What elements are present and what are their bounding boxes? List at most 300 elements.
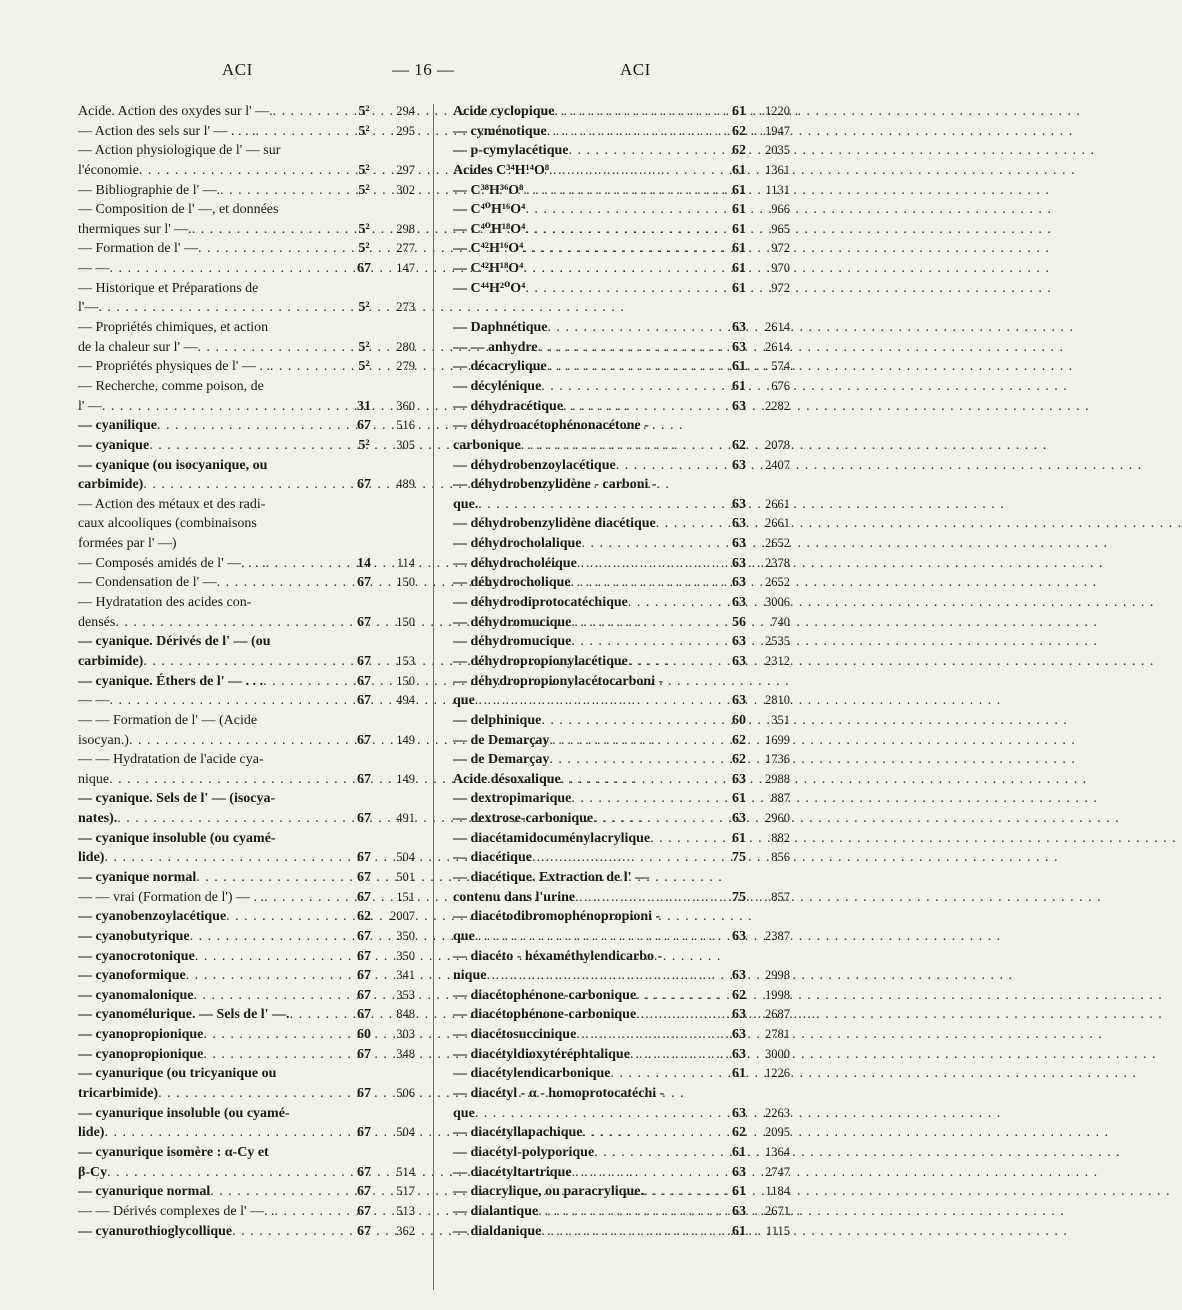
volume-number: 67 — [357, 1203, 371, 1219]
volume-number: 63 — [732, 536, 746, 552]
leader-dots — [104, 848, 347, 868]
page-reference: 151 — [396, 889, 415, 904]
volume-number: 63 — [732, 928, 746, 944]
volume-number: 67 — [357, 987, 371, 1003]
entry-text: densés — [78, 614, 116, 630]
leader-dots — [644, 1182, 722, 1202]
index-entry — [78, 141, 415, 180]
page-reference: 2661 — [765, 496, 790, 511]
volume-number: 67 — [357, 889, 371, 905]
volume-number: 61 — [732, 241, 746, 257]
entry-text: — Action des sels sur l' — . . . . — [78, 123, 256, 139]
volume-number: 67 — [357, 261, 371, 277]
index-entry — [78, 416, 415, 436]
leader-dots — [575, 888, 722, 908]
index-entry — [453, 475, 790, 514]
index-entry — [78, 1104, 415, 1143]
volume-number: 5² — [358, 339, 370, 355]
entry-text: caux alcooliques (combinaisons — [78, 516, 257, 532]
index-entry — [453, 318, 790, 338]
index-entry — [453, 1222, 790, 1242]
volume-number: 63 — [732, 1203, 746, 1219]
entry-text: — diacétique — [453, 850, 532, 866]
volume-number: 63 — [732, 575, 746, 591]
leader-dots — [656, 514, 722, 534]
leader-dots — [636, 1005, 722, 1025]
volume-number: 62 — [732, 1125, 746, 1141]
index-entry — [78, 1064, 415, 1103]
index-entry — [78, 1143, 415, 1182]
leader-dots — [203, 1045, 347, 1065]
page-reference: 298 — [396, 221, 415, 236]
page-reference: 856 — [771, 850, 790, 865]
index-entry — [453, 1084, 790, 1123]
index-entry — [78, 750, 415, 789]
page-reference: 574 — [771, 359, 790, 374]
volume-number: 5² — [358, 241, 370, 257]
entry-text: — déhydracétique — [453, 398, 564, 414]
entry-text: — Bibliographie de l' —. — [78, 182, 221, 198]
entry-text: — déhydrocholalique — [453, 536, 582, 552]
volume-number: 63 — [732, 1105, 746, 1121]
page-reference: 676 — [771, 378, 790, 393]
entry-text: — C⁴⁴H²⁰O⁴ — [453, 280, 526, 296]
page-reference: 882 — [771, 830, 790, 845]
entry-text: — — anhydre — [453, 339, 538, 355]
leader-dots — [549, 750, 722, 770]
leader-dots — [568, 141, 722, 161]
page-reference: 2747 — [765, 1164, 790, 1179]
page-reference: 2652 — [765, 575, 790, 590]
leader-dots — [521, 436, 722, 456]
entry-text: — cyanurique isomère : α-Cy et — [78, 1144, 269, 1160]
index-entry — [453, 672, 790, 711]
volume-number: 61 — [732, 202, 746, 218]
index-entry — [78, 966, 415, 986]
page-reference: 857 — [771, 889, 790, 904]
index-entry — [78, 1045, 415, 1065]
page-reference: 153 — [396, 653, 415, 668]
volume-number: 63 — [732, 693, 746, 709]
volume-number: 5² — [358, 123, 370, 139]
entry-text: — — Dérivés complexes de l' —. . — [78, 1203, 275, 1219]
leader-dots — [104, 1123, 347, 1143]
index-column-right — [453, 102, 790, 1241]
entry-text: — C³⁸H³⁶O⁸ — [453, 182, 524, 198]
volume-number: 62 — [732, 752, 746, 768]
entry-text: formées par l' —) — [78, 536, 177, 552]
entry-spacer — [453, 298, 790, 318]
entry-text: — cyanique — [78, 437, 150, 453]
page-reference: 297 — [396, 162, 415, 177]
index-entry — [78, 436, 415, 456]
page-reference: 2687 — [765, 1007, 790, 1022]
volume-number: 62 — [732, 732, 746, 748]
entry-text: — cyanobutyrique — [78, 928, 190, 944]
page-reference: 1131 — [765, 182, 790, 197]
leader-dots — [98, 298, 347, 318]
entry-text: — Formation de l' — — [78, 241, 198, 257]
entry-text: — cyanopropionique — [78, 1046, 204, 1062]
index-entry — [453, 279, 790, 299]
volume-number: 67 — [357, 693, 371, 709]
index-entry — [78, 888, 415, 908]
volume-number: 75 — [732, 850, 746, 866]
entry-text: — C⁴⁰H¹⁸O⁴ — [453, 221, 526, 237]
leader-dots — [583, 1123, 722, 1143]
leader-dots — [541, 1222, 722, 1242]
volume-number: 61 — [732, 1184, 746, 1200]
page-reference: 1998 — [765, 987, 790, 1002]
leader-dots — [547, 122, 722, 142]
page-reference: 2007 — [390, 909, 415, 924]
entry-text: — dextrose-carbonique — [453, 811, 594, 827]
entry-text: — Propriétés physiques de l' — . . — [78, 359, 270, 375]
volume-number: 63 — [732, 398, 746, 414]
entry-text: — dialantique — [453, 1203, 539, 1219]
page-reference: 150 — [396, 575, 415, 590]
entry-text: — décylénique — [453, 378, 542, 394]
entry-text: nique — [453, 968, 487, 984]
volume-number: 60 — [732, 712, 746, 728]
entry-text: — de Demarçay — [453, 732, 550, 748]
entry-text: — diacétosuccinique — [453, 1027, 577, 1043]
index-entry — [453, 1182, 790, 1202]
volume-number: 5² — [358, 182, 370, 198]
entry-text: que — [453, 928, 475, 944]
page-reference: 280 — [396, 339, 415, 354]
index-entry — [453, 1045, 790, 1065]
index-entry — [78, 593, 415, 632]
entry-text: — diacétophénone-carbonique — [453, 1007, 637, 1023]
leader-dots — [548, 318, 722, 338]
page-reference: 2035 — [765, 143, 790, 158]
entry-text: — Hydratation des acides con- — [78, 595, 252, 611]
leader-dots — [264, 888, 347, 908]
page-reference: 277 — [396, 241, 415, 256]
index-column-left — [78, 102, 415, 1241]
volume-number: 61 — [732, 280, 746, 296]
page-reference: 150 — [396, 673, 415, 688]
volume-number: 63 — [732, 516, 746, 532]
index-entry — [78, 495, 415, 554]
entry-text: — C⁴²H¹⁶O⁴ — [453, 241, 524, 257]
index-entry — [453, 534, 790, 554]
page-reference: 501 — [396, 869, 415, 884]
entry-text: tricarbimide) — [78, 1086, 159, 1102]
page-reference: 514 — [396, 1164, 415, 1179]
leader-dots — [630, 1045, 722, 1065]
entry-text: carbimide) — [78, 477, 144, 493]
leader-dots — [110, 691, 348, 711]
leader-dots — [192, 220, 347, 240]
entry-text: — cyanique. Sels de l' — (isocya- — [78, 791, 276, 807]
entry-text: — de Demarçay — [453, 752, 550, 768]
volume-number: 67 — [357, 771, 371, 787]
entry-text: — — Formation de l' — (Acide — [78, 712, 258, 728]
page-reference: 2652 — [765, 536, 790, 551]
leader-dots — [549, 161, 722, 181]
leader-dots — [594, 1143, 722, 1163]
leader-dots — [198, 239, 347, 259]
entry-text: Acide. Action des oxydes sur l' —. — [78, 104, 273, 119]
page-reference: 353 — [396, 987, 415, 1002]
page-reference: 360 — [396, 398, 415, 413]
index-entry — [453, 848, 790, 868]
entry-text: que — [453, 693, 475, 709]
leader-dots — [582, 534, 723, 554]
index-entry — [78, 927, 415, 947]
page-reference: 2078 — [765, 437, 790, 452]
volume-number: 67 — [357, 673, 371, 689]
leader-dots — [538, 338, 722, 358]
page-reference: 1699 — [765, 732, 790, 747]
index-entry — [78, 691, 415, 711]
entry-text: — cyanomélurique. — Sels de l' —. — [78, 1007, 290, 1023]
leader-dots — [571, 632, 722, 652]
index-entry — [453, 1163, 790, 1183]
leader-dots — [143, 652, 347, 672]
entry-text: — — vrai (Formation de l') — . . — [78, 889, 265, 905]
entry-text: — cyanique (ou isocyanique, ou — [78, 457, 268, 473]
volume-number: 63 — [732, 320, 746, 336]
entry-text: — cyanocrotonique — [78, 948, 195, 964]
entry-text: l' — — [78, 398, 102, 414]
leader-dots — [547, 357, 722, 377]
page-reference: 2263 — [765, 1105, 790, 1120]
volume-number: 67 — [357, 811, 371, 827]
entry-text: — cyanique. Éthers de l' — . . . — [78, 673, 264, 689]
column-divider — [433, 104, 434, 1290]
volume-number: 67 — [357, 968, 371, 984]
index-entry — [78, 829, 415, 868]
leader-dots — [475, 691, 722, 711]
leader-dots — [256, 122, 347, 142]
entry-text: — diacétyl - α - homoprotocatéchi - — [453, 1086, 665, 1102]
page-reference: 348 — [396, 1046, 415, 1061]
page-reference: 506 — [396, 1086, 415, 1101]
leader-dots — [195, 947, 347, 967]
entry-text: carbimide) — [78, 653, 144, 669]
page-reference: 2614 — [765, 339, 790, 354]
entry-text: — déhydropropionylacétique — [453, 653, 628, 669]
volume-number: 67 — [357, 732, 371, 748]
entry-text: — Condensation de l' — — [78, 575, 217, 591]
leader-dots — [143, 475, 347, 495]
leader-dots — [158, 1084, 347, 1104]
entry-text: Acide désoxalique — [453, 771, 561, 787]
page-reference: 2282 — [765, 398, 790, 413]
index-entry — [78, 907, 415, 927]
index-entry — [78, 573, 415, 593]
index-entry — [78, 239, 415, 259]
volume-number: 63 — [732, 1027, 746, 1043]
leader-dots — [475, 1104, 722, 1124]
entry-text: — cyanurique normal — [78, 1184, 211, 1200]
index-entry — [78, 1182, 415, 1202]
index-entry — [78, 1202, 415, 1222]
entry-text: — décacrylique — [453, 359, 547, 375]
entry-text: — déhydromucique — [453, 634, 572, 650]
entry-text: — delphinique — [453, 712, 542, 728]
index-entry — [78, 947, 415, 967]
entry-text: — Composés amidés de l' —. . . . — [78, 555, 266, 571]
index-entry — [453, 573, 790, 593]
entry-text: — C⁴²H¹⁸O⁴ — [453, 261, 524, 277]
volume-number: 67 — [357, 1007, 371, 1023]
leader-dots — [273, 102, 347, 122]
volume-number: 63 — [732, 653, 746, 669]
running-head-left: ACI — [222, 60, 253, 79]
entry-text: — dialdanique — [453, 1223, 542, 1239]
volume-number: 67 — [357, 418, 371, 434]
volume-number: 63 — [732, 555, 746, 571]
leader-dots — [270, 357, 347, 377]
volume-number: 75 — [732, 889, 746, 905]
entry-text: que. — [453, 496, 479, 512]
index-entry — [78, 279, 415, 318]
index-entry — [453, 397, 790, 417]
entry-text: — diacétodibromophénopropioni - — [453, 909, 661, 925]
entry-text: l'économie — [78, 162, 139, 178]
leader-dots — [616, 456, 722, 476]
index-entry — [78, 789, 415, 828]
index-entry — [78, 456, 415, 495]
page-reference: 1184 — [765, 1184, 790, 1199]
index-entry — [78, 711, 415, 750]
page-reference: 2378 — [765, 555, 790, 570]
index-entry — [453, 809, 790, 829]
index-entry — [453, 593, 790, 613]
leader-dots — [107, 1163, 347, 1183]
index-entry — [453, 357, 790, 377]
entry-text: — cyanopropionique — [78, 1027, 204, 1043]
page-reference: 887 — [771, 791, 790, 806]
entry-text: — diacrylique, ou paracrylique. — [453, 1184, 644, 1200]
entry-text: — cyanurique insoluble (ou cyamé- — [78, 1105, 290, 1121]
index-entry — [78, 1222, 415, 1242]
leader-dots — [525, 279, 722, 299]
volume-number: 63 — [732, 1164, 746, 1180]
page-reference: 114 — [396, 555, 415, 570]
page-reference: 350 — [396, 928, 415, 943]
volume-number: 62 — [732, 143, 746, 159]
volume-number: 56 — [732, 614, 746, 630]
page-reference: 2988 — [765, 771, 790, 786]
page-reference: 848 — [396, 1007, 415, 1022]
index-entry — [453, 1025, 790, 1045]
index-entry — [453, 102, 790, 122]
volume-number: 67 — [357, 850, 371, 866]
index-entry — [453, 1064, 790, 1084]
page-reference: 2781 — [765, 1027, 790, 1042]
index-entry — [453, 1143, 790, 1163]
entry-text: — — Hydratation de l'acide cya- — [78, 752, 264, 768]
page-reference: 516 — [396, 418, 415, 433]
leader-dots — [486, 966, 722, 986]
index-entry — [453, 1123, 790, 1143]
entry-text: — diacétophénone-carbonique — [453, 987, 637, 1003]
leader-dots — [203, 1025, 347, 1045]
index-entry — [453, 770, 790, 790]
entry-text: — Action physiologique de l' — sur — [78, 143, 281, 159]
page-reference: 2095 — [765, 1125, 790, 1140]
page-reference: 2671 — [765, 1203, 790, 1218]
page-reference: 1115 — [765, 1223, 790, 1238]
page-reference: 965 — [771, 221, 790, 236]
leader-dots — [593, 809, 722, 829]
leader-dots — [149, 436, 347, 456]
volume-number: 61 — [732, 162, 746, 178]
index-entry — [453, 456, 790, 476]
index-entry — [78, 672, 415, 692]
entry-text: lide) — [78, 1125, 105, 1141]
volume-number: 63 — [732, 595, 746, 611]
page-reference: 1736 — [765, 752, 790, 767]
index-entry — [453, 220, 790, 240]
leader-dots — [196, 868, 347, 888]
leader-dots — [290, 1005, 347, 1025]
volume-number: 5² — [358, 300, 370, 316]
page-reference: 273 — [396, 300, 415, 315]
entry-text: Acide cyclopique — [453, 104, 555, 119]
leader-dots — [266, 554, 347, 574]
index-entry — [453, 338, 790, 358]
index-entry — [78, 377, 415, 416]
entry-text: — Propriétés chimiques, et action — [78, 320, 269, 336]
page-reference: 279 — [396, 359, 415, 374]
leader-dots — [549, 731, 722, 751]
entry-text: — — — [78, 261, 110, 277]
leader-dots — [190, 927, 347, 947]
entry-text: nique — [78, 771, 110, 787]
volume-number: 61 — [732, 1223, 746, 1239]
volume-number: 63 — [732, 457, 746, 473]
entry-text: — cyménotique — [453, 123, 547, 139]
leader-dots — [110, 259, 348, 279]
leader-dots — [576, 1025, 722, 1045]
leader-dots — [226, 907, 347, 927]
leader-dots — [523, 181, 722, 201]
entry-text: — cyanique normal — [78, 869, 197, 885]
page-reference: 2661 — [765, 516, 790, 531]
entry-text: thermiques sur l' —. — [78, 221, 192, 237]
index-entry — [453, 239, 790, 259]
volume-number: 61 — [732, 378, 746, 394]
page-reference: 3006 — [765, 595, 790, 610]
entry-text: — cyanomalonique — [78, 987, 194, 1003]
index-entry — [78, 181, 415, 201]
index-entry — [453, 652, 790, 672]
leader-dots — [232, 1222, 347, 1242]
index-entry — [78, 1005, 415, 1025]
entry-text: — déhydroacétophénonacétone - — [453, 418, 649, 434]
leader-dots — [478, 495, 722, 515]
index-entry — [453, 789, 790, 809]
page-reference: 2387 — [765, 928, 790, 943]
page-reference: 2614 — [765, 320, 790, 335]
leader-dots — [571, 573, 722, 593]
leader-dots — [263, 672, 347, 692]
index-entry — [453, 181, 790, 201]
leader-dots — [210, 1182, 347, 1202]
index-entry — [453, 632, 790, 652]
entry-text: — Recherche, comme poison, de — [78, 378, 264, 394]
page-reference: 295 — [396, 123, 415, 138]
volume-number: 67 — [357, 575, 371, 591]
index-entry — [453, 986, 790, 1006]
entry-text: nates). — [78, 811, 118, 827]
